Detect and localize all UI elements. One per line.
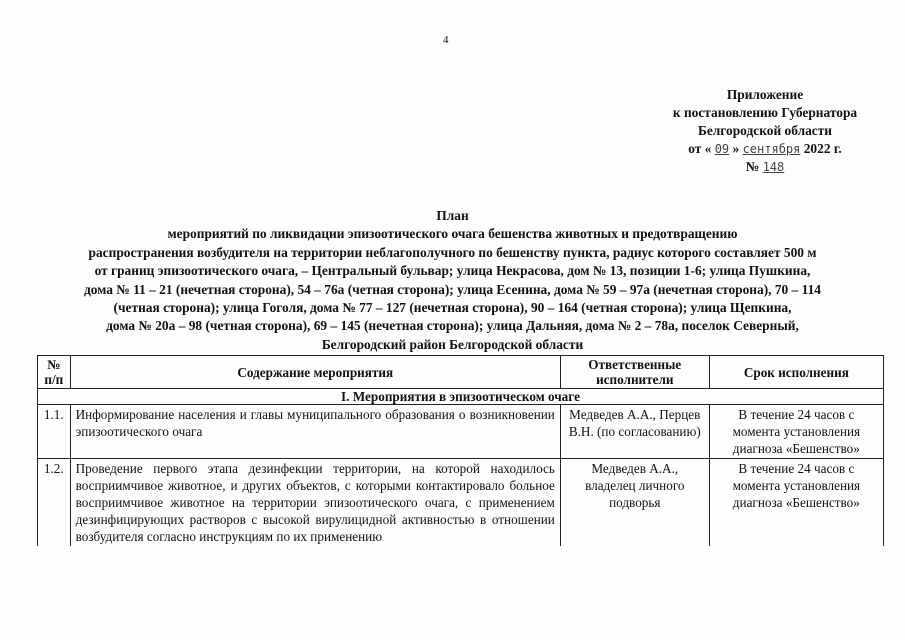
appendix-line: Белгородской области — [697, 123, 833, 138]
plan-title-line: от границ эпизоотического очага, – Центральный бульвар; улица Некрасова, дом № 13, позиции 1-6; улица Пушкина, — [94, 263, 811, 279]
appendix-number — [640, 158, 890, 176]
plan-title-line: (четная сторона); улица Гоголя, дома № 77 – 127 (нечетная сторона), 90 – 164 (четная сторона); улица Щепкина, — [113, 300, 792, 316]
plan-title — [0, 207, 905, 354]
header-responsible: Ответственные исполнители — [560, 356, 709, 389]
appendix-block — [640, 86, 890, 176]
row-number: 1.2. — [38, 459, 71, 547]
table-header-row — [38, 356, 884, 389]
date-mid: » — [732, 141, 740, 156]
row-content: Информирование населения и главы муниципального образования о возникновении эпизоотического очага — [70, 405, 560, 459]
row-responsible: Медведев А.А., владелец личного подворья — [560, 459, 709, 547]
appendix-date — [640, 140, 890, 158]
section-row — [38, 389, 884, 405]
header-deadline: Срок исполнения — [709, 356, 883, 389]
date-month: сентября — [742, 142, 801, 156]
number-value: 148 — [762, 160, 785, 174]
plan-title-line: Белгородский район Белгородской области — [321, 336, 584, 352]
appendix-line: к постановлению Губернатора — [672, 105, 858, 120]
row-deadline: В течение 24 часов с момента установления диагноза «Бешенство» — [709, 405, 883, 459]
row-deadline: В течение 24 часов с момента установления диагноза «Бешенство» — [709, 459, 883, 547]
plan-heading: План — [436, 208, 469, 223]
table-row — [38, 405, 884, 459]
plan-title-line: распространения возбудителя на территории неблагополучного по бешенству пункта, радиус которого составляет 500 м — [88, 244, 817, 260]
date-year: 2022 г. — [803, 141, 842, 156]
plan-title-line: дома № 11 – 21 (нечетная сторона), 54 – 76а (четная сторона); улица Есенина, дома № 59 – 97а (нечетная сторона), 70 – 114 — [84, 281, 821, 297]
page-number: 4 — [443, 34, 449, 46]
header-content: Содержание мероприятия — [70, 356, 560, 389]
section-title: I. Мероприятия в эпизоотическом очаге — [38, 389, 884, 405]
table-row — [38, 459, 884, 547]
row-content: Проведение первого этапа дезинфекции территории, на которой находилось восприимчивое животное, и других объектов, с которыми контактировало больное восприимчивое животное на территории эпизоотического очага, с применением дезинфицирующих растворов с высокой вирулицидной активностью в отношении возбудителя согласно инструкциям по их применению — [70, 459, 560, 547]
appendix-title: Приложение — [726, 87, 804, 102]
header-num: № п/п — [38, 356, 71, 389]
date-prefix: от « — [688, 141, 712, 156]
plan-title-line: мероприятий по ликвидации эпизоотического очага бешенства животных и предотвращению — [167, 226, 738, 242]
number-label: № — [745, 159, 760, 174]
measures-table — [37, 355, 884, 546]
plan-title-line: дома № 20а – 98 (четная сторона), 69 – 145 (нечетная сторона); улица Дальняя, дома № 2 – 78а, поселок Северный, — [106, 318, 799, 334]
date-day: 09 — [714, 142, 730, 156]
row-number: 1.1. — [38, 405, 71, 459]
row-responsible: Медведев А.А., Перцев В.Н. (по согласованию) — [560, 405, 709, 459]
